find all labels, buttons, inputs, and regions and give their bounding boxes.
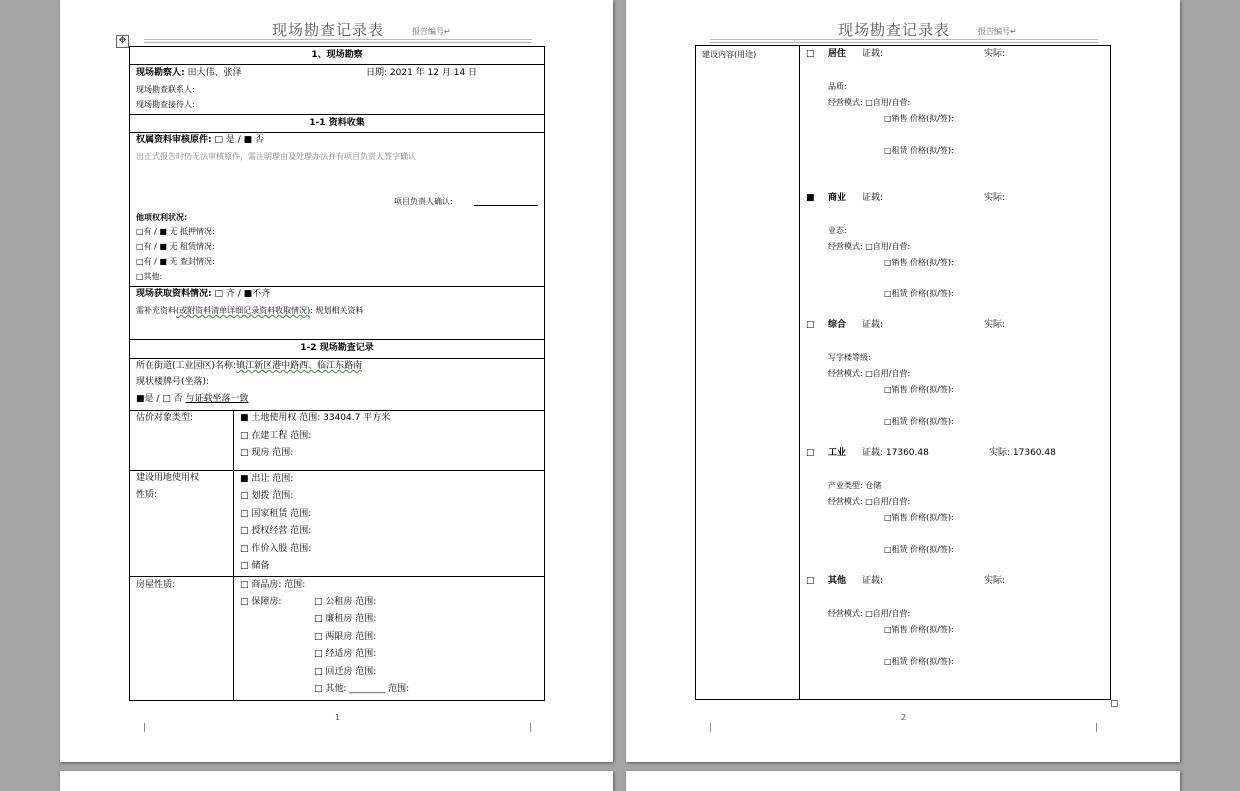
landuse-state-lease: □ 国家租赁 范围: [240,509,312,519]
landuse-reserve: □ 储备 [240,561,270,571]
afford-relocation: □ 回迁房 范围: [314,667,377,677]
street-label: 所在街道(工业园区)名称: [136,361,237,371]
use-commercial-check[interactable]: ■ [806,193,815,203]
docs-label: 现场获取资料情况: [136,289,212,299]
other-rent: □租赁 价格(拟/签): [884,657,954,666]
other-sale: □销售 价格(拟/签): [884,625,954,634]
header-rule [710,39,1098,40]
use-commercial-actual: 实际: [984,193,1006,203]
landuse-label-1: 建设用地使用权 [136,473,200,483]
date-row [366,68,477,79]
crop-mark [710,723,711,732]
residential-rent: □租赁 价格(拟/签): [884,146,954,155]
date-value: 2021 年 12 月 14 日 [389,68,478,78]
use-residential-extra: 品质: [828,82,847,91]
receiver-label: 现场勘查接待人: [136,100,195,109]
contact-label: 现场勘查联系人: [136,85,195,94]
use-other-cert: 证载: [862,576,884,586]
valuation-existing: □ 现房 范围: [240,448,294,458]
valuation-land: ■ 土地使用权 范围: 33404.7 平方米 [240,413,391,423]
valuation-label: 估价对象类型: [136,413,194,423]
section-1-2-title: 1-2 现场勘查记录 [300,343,374,353]
other-rights-label: 他项权利状况: [136,213,188,222]
ownership-options: □ 是 / ■ 否 [214,135,264,145]
commercial-sale: □销售 价格(拟/签): [884,258,954,267]
residential-mode: 经营模式: □自用/自营: [828,98,911,107]
mixed-mode: 经营模式: □自用/自营: [828,369,911,378]
valuation-construction: □ 在建工程 范围: [240,431,312,441]
document-page-3 [60,771,613,791]
header-rule-red [144,42,532,43]
house-affordable: □ 保障房: [240,597,282,607]
document-page-2 [626,0,1180,762]
use-industrial-check[interactable]: □ [806,448,815,458]
supplement-row [136,305,364,316]
date-label: 日期: [366,68,388,78]
use-industrial-cert: 证载: 17360.48 [862,448,929,458]
usage-table [695,45,1111,700]
use-mixed-actual: 实际: [984,320,1006,330]
ownership-row [136,135,264,146]
use-mixed-check[interactable]: □ [806,320,815,330]
residential-sale: □销售 价格(拟/签): [884,114,954,123]
commercial-rent: □租赁 价格(拟/签): [884,289,954,298]
header-rule-red [710,42,1098,43]
inspector-value: 田大伟、张泽 [187,68,242,78]
header-report-no: 报告编号↵ [412,27,451,36]
column-divider [233,410,234,701]
landuse-transfer: ■ 出让 范围: [240,474,294,484]
rights-lease: □有 / ■ 无 租赁情况: [136,242,215,251]
page-number: 1 [335,713,341,722]
supplement-label: 需补充资料 [136,306,176,315]
document-page-4 [626,771,1180,791]
afford-economical: □ 经适房 范围: [314,649,377,659]
use-mixed-name: 综合 [828,320,847,330]
ownership-label: 权属资料审核原件: [136,135,212,145]
inspector-label: 现场勘察人: [136,68,185,78]
table-move-handle-icon[interactable]: ✥ [116,35,129,48]
use-industrial-actual: 实际: 17360.48 [989,448,1056,458]
commercial-mode: 经营模式: □自用/自营: [828,242,911,251]
rights-mortgage: □有 / ■ 无 抵押情况: [136,227,215,236]
document-page-1 [60,0,613,762]
use-residential-cert: 证载: [862,49,884,59]
use-commercial-extra: 业态: [828,226,847,235]
rights-seizure: □有 / ■ 无 查封情况: [136,257,215,266]
other-mode: 经营模式: □自用/自营: [828,609,911,618]
docs-row [136,289,270,300]
header-report-no: 报告编号↵ [978,27,1017,36]
afford-public-rental: □ 公租房 范围: [314,597,377,607]
mixed-sale: □销售 价格(拟/签): [884,385,954,394]
use-industrial-name: 工业 [828,448,847,458]
plate-label: 现状楼牌号(坐落): [136,377,210,387]
house-commercial: □ 商品房: 范围: [240,580,306,590]
header-rule [144,39,532,40]
docs-options: □ 齐 / ■不齐 [214,289,271,299]
use-commercial-name: 商业 [828,193,847,203]
mixed-rent: □租赁 价格(拟/签): [884,417,954,426]
industrial-mode: 经营模式: □自用/自营: [828,497,911,506]
landuse-authorized: □ 授权经营 范围: [240,526,312,536]
afford-price-limited: □ 两限房 范围: [314,632,377,642]
crop-mark [530,723,531,732]
crop-mark [1096,723,1097,732]
use-other-check[interactable]: □ [806,576,815,586]
street-row [136,361,362,372]
use-mixed-extra: 写字楼等级: [828,353,871,362]
use-residential-check[interactable]: □ [806,49,815,59]
use-residential-actual: 实际: [984,49,1006,59]
page-number: 2 [901,713,907,722]
afford-low-rent: □ 廉租房 范围: [314,614,377,624]
survey-table [129,46,545,701]
rights-other: □其他: [136,272,163,281]
supplement-value: : 规划相关资料 [310,306,364,315]
industrial-rent: □租赁 价格(拟/签): [884,545,954,554]
section-1-title: 1、现场勘察 [311,50,363,60]
crop-mark [144,723,145,732]
landuse-allocation: □ 划拨 范围: [240,491,294,501]
header-title: 现场勘查记录表 [838,21,951,39]
ownership-note: 出正式报告时仍无法审核原件，需注明理由及处理办法并有项目负责人签字确认 [136,152,416,161]
use-label: 建设内容(用途) [702,50,757,59]
use-industrial-extra: 产业类型: 仓储 [828,481,882,490]
use-residential-name: 居住 [828,49,847,59]
use-other-actual: 实际: [984,576,1006,586]
use-commercial-cert: 证载: [862,193,884,203]
house-label: 房屋性质: [136,580,176,590]
industrial-sale: □销售 价格(拟/签): [884,513,954,522]
pm-signature-line [474,205,538,206]
pm-confirm-label: 项目负责人确认: [394,197,453,206]
column-divider [799,46,800,699]
afford-other: □ 其他: ________ 范围: [314,684,410,694]
landuse-equity: □ 作价入股 范围: [240,544,312,554]
landuse-label-2: 性质: [136,490,158,500]
section-1-1-title: 1-1 资料收集 [309,118,365,128]
supplement-detail: (或附资料清单详细记录资料收取情况) [176,306,311,315]
use-other-name: 其他 [828,576,847,586]
table-resize-handle[interactable] [1111,700,1118,707]
inspector-row [136,68,242,79]
use-mixed-cert: 证载: [862,320,884,330]
match-text: 与证载坐落一致 [185,394,249,404]
match-row [136,394,249,405]
street-value: 镇江新区港中路西、临江东路南 [236,361,363,371]
header-title: 现场勘查记录表 [272,21,385,39]
match-options: ■是 / □ 否 [136,394,183,404]
